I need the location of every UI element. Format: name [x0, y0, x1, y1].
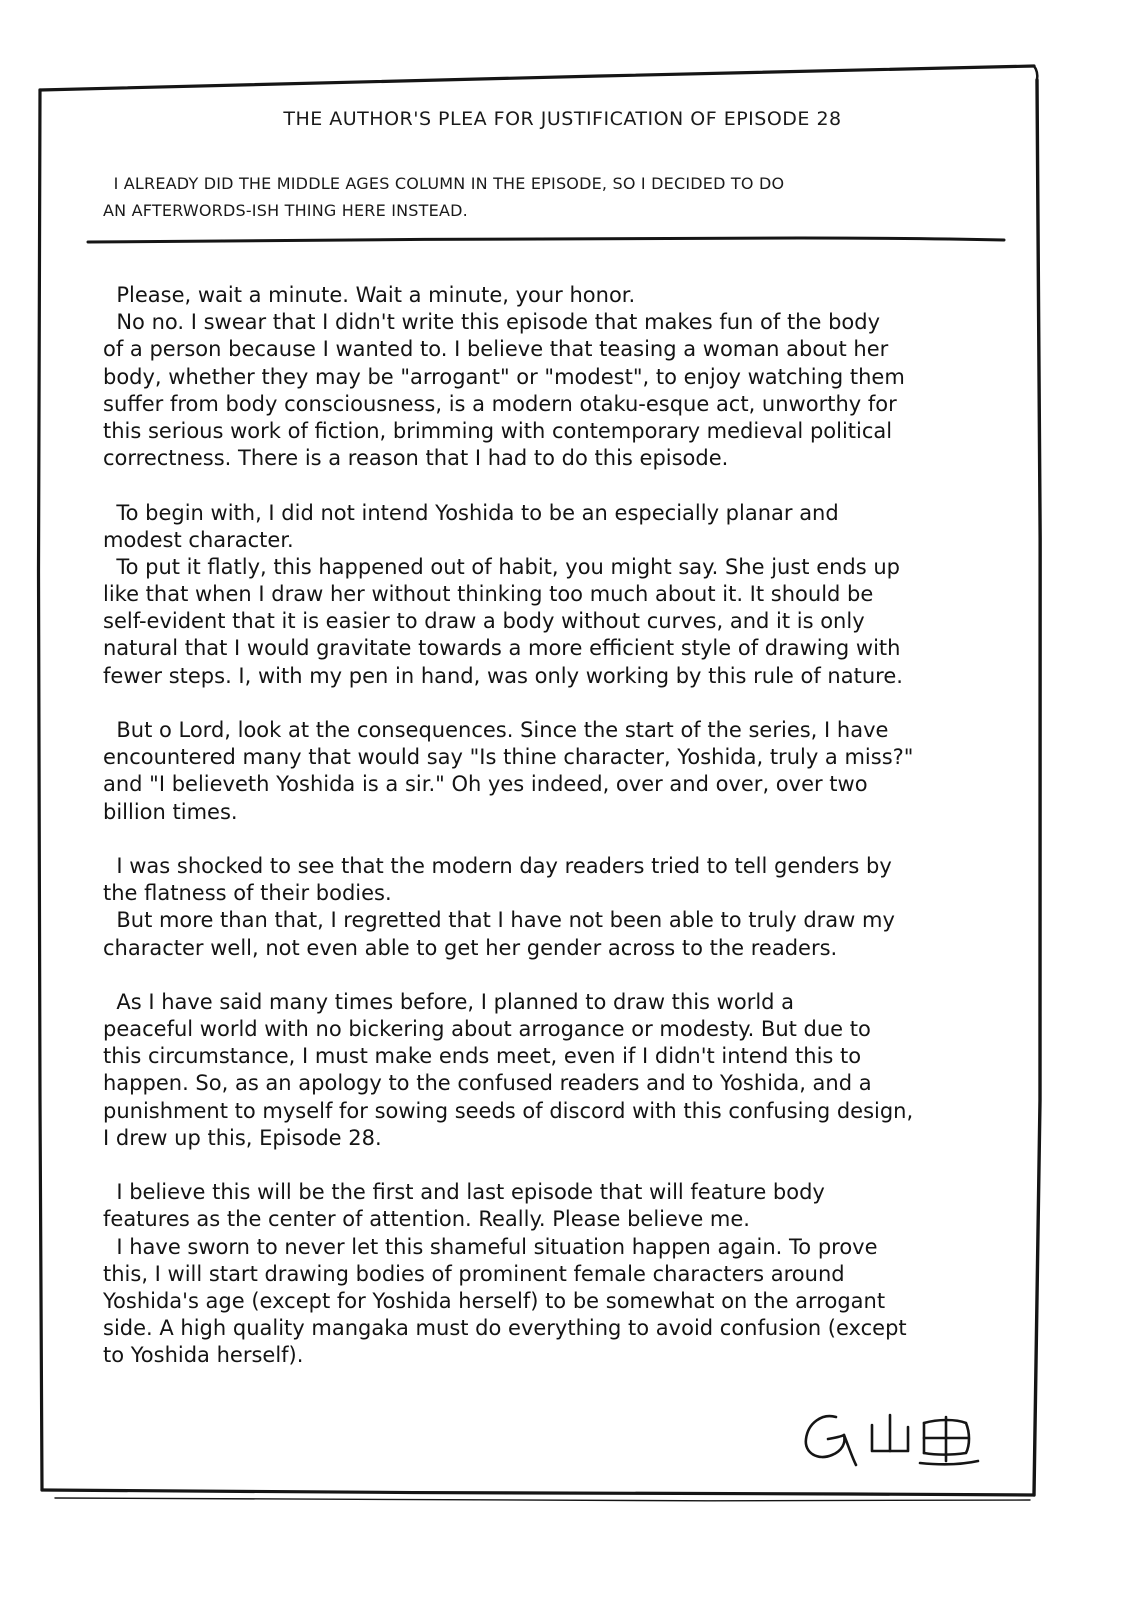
body-line: this circumstance, I must make ends meet, even if I didn't intend this to	[103, 1044, 862, 1069]
body-line: features as the center of attention. Really. Please believe me.	[103, 1207, 750, 1232]
paragraph-gap	[103, 690, 1003, 717]
body-line: peaceful world with no bickering about arrogance or modesty. But due to	[103, 1017, 871, 1042]
paragraph-gap	[103, 472, 1003, 499]
body-line: the flatness of their bodies.	[103, 881, 392, 906]
body-line: modest character.	[103, 527, 294, 552]
body-line: As I have said many times before, I planned to draw this world a	[103, 989, 795, 1014]
body-line: this serious work of fiction, brimming with contemporary medieval political	[103, 418, 893, 443]
paragraph-gap	[103, 962, 1003, 989]
body-line: To begin with, I did not intend Yoshida to be an especially planar and	[103, 500, 839, 525]
body-line: of a person because I wanted to. I believe that teasing a woman about her	[103, 337, 889, 362]
body-line: this, I will start drawing bodies of prominent female characters around	[103, 1261, 845, 1286]
page-title: THE AUTHOR'S PLEA FOR JUSTIFICATION OF EPISODE 28	[283, 108, 842, 130]
body-line: encountered many that would say "Is thine character, Yoshida, truly a miss?"	[103, 745, 914, 770]
body-line: I have sworn to never let this shameful situation happen again. To prove	[103, 1234, 878, 1259]
body-line: suffer from body consciousness, is a modern otaku-esque act, unworthy for	[103, 391, 897, 416]
body-line: Yoshida's age (except for Yoshida herself) to be somewhat on the arrogant	[103, 1288, 886, 1313]
body-line: body, whether they may be "arrogant" or "modest", to enjoy watching them	[103, 364, 905, 389]
author-signature	[800, 1405, 990, 1475]
letter-body	[103, 282, 1003, 1370]
body-line: No no. I swear that I didn't write this episode that makes fun of the body	[103, 310, 881, 335]
body-line: correctness. There is a reason that I had to do this episode.	[103, 446, 729, 471]
body-line: to Yoshida herself).	[103, 1343, 304, 1368]
body-line: But more than that, I regretted that I have not been able to truly draw my	[103, 908, 895, 933]
body-line: punishment to myself for sowing seeds of discord with this confusing design,	[103, 1098, 914, 1123]
body-line: I believe this will be the first and last episode that will feature body	[103, 1180, 825, 1205]
body-line: and "I believeth Yoshida is a sir." Oh yes indeed, over and over, over two	[103, 772, 868, 797]
subtitle-line: AN AFTERWORDS-ISH THING HERE INSTEAD.	[103, 201, 468, 220]
body-line: To put it flatly, this happened out of habit, you might say. She just ends up	[103, 554, 901, 579]
paragraph-gap	[103, 826, 1003, 853]
body-line: happen. So, as an apology to the confused readers and to Yoshida, and a	[103, 1071, 872, 1096]
body-line: But o Lord, look at the consequences. Since the start of the series, I have	[103, 718, 889, 742]
body-line: billion times.	[103, 799, 238, 824]
body-line: Please, wait a minute. Wait a minute, your honor.	[103, 283, 636, 307]
body-line: I was shocked to see that the modern day readers tried to tell genders by	[103, 853, 892, 878]
body-line: I drew up this, Episode 28.	[103, 1125, 382, 1150]
subtitle	[103, 170, 1003, 224]
paragraph-gap	[103, 1152, 1003, 1179]
body-line: fewer steps. I, with my pen in hand, was only working by this rule of nature.	[103, 663, 903, 688]
subtitle-line: I ALREADY DID THE MIDDLE AGES COLUMN IN THE EPISODE, SO I DECIDED TO DO	[103, 174, 785, 193]
body-line: self-evident that it is easier to draw a body without curves, and it is only	[103, 609, 865, 634]
body-line: like that when I draw her without thinking too much about it. It should be	[103, 582, 874, 607]
body-line: character well, not even able to get her gender across to the readers.	[103, 935, 838, 960]
body-line: natural that I would gravitate towards a more efficient style of drawing with	[103, 636, 901, 661]
body-line: side. A high quality mangaka must do everything to avoid confusion (except	[103, 1316, 907, 1341]
